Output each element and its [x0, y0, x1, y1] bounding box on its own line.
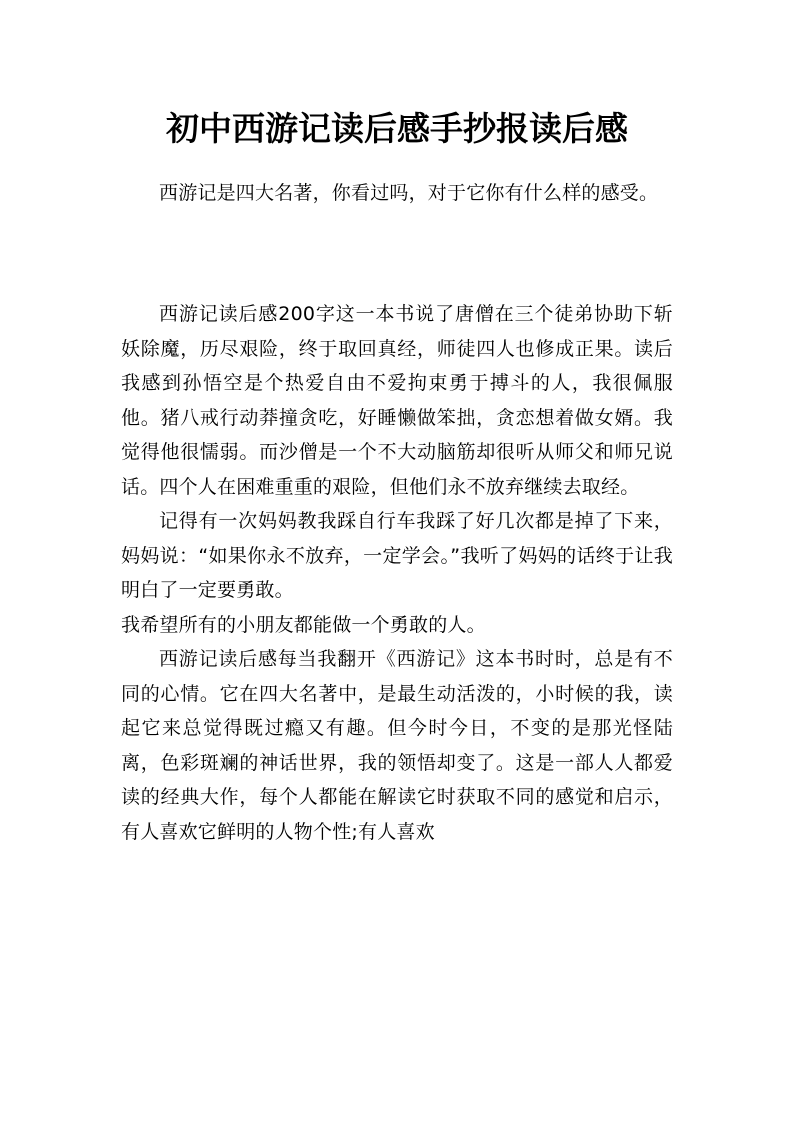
- paragraph-summary: 西游记读后感200字这一本书说了唐僧在三个徒弟协助下斩妖除魔，历尽艰险，终于取回真经，师徒四人也修成正果。读后我感到孙悟空是个热爱自由不爱拘束勇于搏斗的人，我很佩服他。猪八戒行动莽撞贪吃，好睡懒做笨拙，贪恋想着做女婿。我觉得他很懦弱。而沙僧是一个不大动脑筋却很听从师父和师兄说话。四个人在困难重重的艰险，但他们永不放弃继续去取经。: [121, 303, 673, 498]
- main-body: [121, 297, 673, 849]
- paragraph-wish: 我希望所有的小朋友都能做一个勇敢的人。: [121, 613, 486, 636]
- document-title: 初中西游记读后感手抄报读后感: [166, 109, 628, 148]
- paragraph-bicycle-memory: 记得有一次妈妈教我踩自行车我踩了好几次都是掉了下来，妈妈说：“如果你永不放弃，一定学会。”我听了妈妈的话终于让我明白了一定要勇敢。: [121, 510, 673, 601]
- paragraph-intro: 西游记是四大名著，你看过吗，对于它你有什么样的感受。: [159, 182, 659, 204]
- paragraph-reflection: 西游记读后感每当我翻开《西游记》这本书时时，总是有不同的心情。它在四大名著中，是最生动活泼的，小时候的我，读起它来总觉得既过瘾又有趣。但今时今日，不变的是那光怪陆离，色彩斑斓的神话世界，我的领悟却变了。这是一部人人都爱读的经典大作，每个人都能在解读它时获取不同的感觉和启示，有人喜欢它鲜明的人物个性;有人喜欢: [121, 648, 673, 843]
- intro-block: [121, 176, 673, 211]
